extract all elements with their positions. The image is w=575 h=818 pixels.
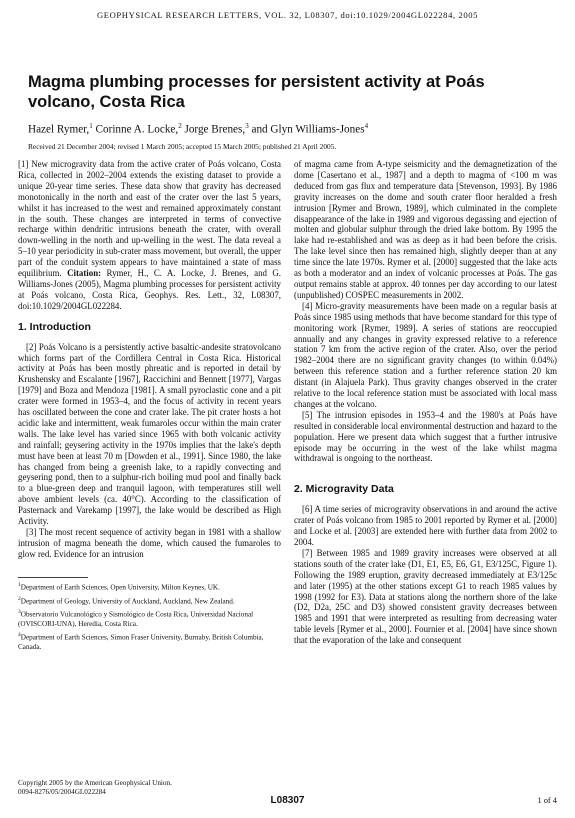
paragraph-number: [5] [302,409,313,420]
footnote [18,631,281,652]
footnote-rule [18,577,88,578]
section-heading-microgravity: 2. Microgravity Data [294,483,394,496]
running-head: GEOPHYSICAL RESEARCH LETTERS, VOL. 32, L08307, doi:10.1029/2004GL022284, 2005 [96,10,479,20]
author-name: and Glyn Williams-Jones [251,123,365,136]
paragraph [18,342,281,527]
paragraph-text: Poás Volcano is a persistently active basaltic-andesite stratovolcano which forms part of the Cordillera Central in Costa Rica. Historical activity at Poás has been mostly phreatic and is reported in detail by Krushensky and Escalante [1967], Raccichini and Bennett [1977], Vargas [1979] and Boza and Mendoza [1981]. A small pyroclastic cone and a pit crater were formed in 1953–4, and the focus of activity in recent years has oscillated between the cone and crater lake. The pit crater hosts a hot acidic lake and intermittent, weak fumaroles occur within the main crater walls. The lake level has varied since 1965 with both volcanic activity and rainfall; geysering activity in the 1970s implies that the lake's depth must have been at least 70 m [Dowden et al., 1991]. Since 1980, the lake has changed from being a greenish lake, to a rapidly convecting and geysering pond, then to a sulphur-rich boiling mud pool and finally back to a blue-green deep and tranquil lagoon, with temperatures still well above ambient levels (ca. 40°C). According to the classification of Pasternack and Varekamp [1997], the lake would be described as High Activity. [18,341,281,527]
paragraph [294,504,557,548]
paper-title: Magma plumbing processes for persistent activity at Poás volcano, Costa Rica [28,73,485,111]
paragraph-number: [6] [302,504,313,515]
footnote-mark: 4 [18,631,21,638]
affiliation-footnotes [18,581,281,654]
footnote-text: Department of Earth Sciences, Simon Fraser University, Burnaby, British Columbia, Canada. [18,633,264,651]
paragraph-text: The most recent sequence of activity began in 1981 with a shallow intrusion of magma beneath the dome, which caused the fumaroles to glow red. Evidence for an intrusion [18,527,282,559]
footnote-mark: 2 [18,595,21,602]
paragraph-continued [294,159,557,301]
paragraph [294,548,557,646]
paragraph-number: [2] [26,341,37,352]
footnote [18,595,281,607]
paragraph [294,301,557,410]
paragraph-text: The intrusion episodes in 1953–4 and the 1980's at Poás have resulted in considerable local environmental destruction and hazard to the population. Here we present data which suggest that a further intrusive episode may be occurring in the west of the lake whilst magma withdrawal is ongoing to the northeast. [294,409,557,464]
paragraph-number: [3] [26,527,37,537]
footnote-mark: 3 [18,609,21,616]
paragraph-text: Micro-gravity measurements have been made on a regular basis at Poás since 1985 using methods that have become standard for this type of monitoring work [Rymer, 1989]. A series of stations are reoccupied annually and any changes in gravity expressed relative to a reference station 7 km from the active region of the crater. Also, over the period 1982–2004 there are no significant gravity changes (to within 0.04%) between this reference station and a further reference station 20 km distant (in Alajuela Park). Thus gravity changes observed in the crater relative to the local reference station must be associated with local mass changes at the volcano. [294,300,558,409]
paragraph-number: [1] [18,159,29,169]
paragraph [294,410,557,465]
received-dates: Received 21 December 2004; revised 1 March 2005; accepted 15 March 2005; published 21 April 2005. [28,142,337,151]
abstract [18,159,281,312]
affiliation-mark: 2 [178,122,182,130]
abstract-text: New microgravity data from the active crater of Poás volcano, Costa Rica, collected in 2002–2004 extends the existing dataset to provide a unique 20-year time series. These data show that gravity has decreased monotonically in the north and east of the crater over the last 5 years, whilst it has increased to the west and remained approximately constant in the south. These changes are interpreted in terms of convective recharge within dendritic intrusions beneath the crater, with overall down-welling in the north and up-welling in the west. The data reveal a 5–10 year periodicity in sub-crater mass movement, but overall, the upper part of the conduit system appears to have maintained a state of mass equilibrium. [18,159,281,279]
author-list [28,122,548,136]
paragraph-text: A time series of microgravity observations in and around the active crater of Poás volcano from 1985 to 2001 reported by Rymer et al. [2000] and Locke et al. [2003] are extended here with further data from 2002 to 2004. [294,504,557,547]
paragraph-text: Between 1985 and 1989 gravity increases were observed at all stations south of the crater lake (D1, E1, E5, E6, G1, E3/125C, Figure 1). Following the 1989 eruption, gravity decreased immediately at E3/125c and later (1995) at the other stations except G1 to reach 1985 values by 1998 (1992 for E3). Data at stations along the northern shore of the lake (D2, D2a, 25C and D3) showed consistent gravity decreases between 1985 and 1991 that were interpreted as resulting from decreasing water table levels [Rymer et al., 2000]. Fournier et al. [2004] have since shown that the evaporation of the lake and consequent [294,547,557,646]
citation-label: Citation: [67,268,102,279]
issn-line: 0094-8276/05/2004GL022284 [18,788,106,797]
page-number: 1 of 4 [537,796,557,805]
right-column [294,159,557,646]
citation-text: Rymer, H., C. A. Locke, J. Brenes, and G. Williams-Jones (2005), Magma plumbing processes for persistent activity at Poás volcano, Costa Rica, Geophys. Res. Lett., 32, L08307, doi:10.1029/2004GL022284. [18,268,282,311]
footnote [18,581,281,593]
footnote-text: Department of Earth Sciences, Open University, Milton Keynes, UK. [20,583,220,592]
author-name: Hazel Rymer, [28,123,90,136]
paragraph [18,527,281,560]
author-name: Jorge Brenes, [184,123,246,136]
footnote [18,608,281,629]
copyright-line: Copyright 2005 by the American Geophysical Union. [18,779,172,787]
paragraph-number: [7] [302,547,313,558]
article-id: L08307 [270,795,305,806]
affiliation-mark: 4 [364,122,369,130]
paragraph-number: [4] [302,300,313,311]
footnote-text: Department of Geology, University of Auckland, Auckland, New Zealand. [20,596,235,605]
affiliation-mark: 3 [245,122,249,130]
paragraph-text: of magma came from A-type seismicity and the demagnetization of the dome [Casertano et al., 1987] and a depth to magma of <100 m was deduced from gas flux and temperature data [Stevenson, 1993]. By 1986 gravity increases on the dome and south crater floor heralded a fresh intrusion [Rymer and Brown, 1989], which culminated in the complete disappearance of the lake in 1989 and vigorous degassing and ejection of molten and globular sulphur through the dried lake bottom. By 1995 the lake had re-established and was as deep as it had been before the crisis. The lake level since then has remained high, slightly deeper than at any time since the late 1970s. Rymer et al. [2000] suggested that the lake acts as both a moderator and an index of volcanic processes at Poás. The gas output remains stable at approx. 40 tonnes per day according to our latest (unpublished) COSPEC measurements in 2002. [294,159,557,300]
author-name: Corinne A. Locke, [95,123,179,136]
footnote-mark: 1 [18,582,21,588]
left-column [18,159,281,560]
affiliation-mark: 1 [89,122,93,130]
footnote-text: Observatorio Vulcanológico y Sismológico de Costa Rica, Universidad Nacional (OVISCORI-UNA), Heredia, Costa Rica. [18,610,254,628]
section-heading-introduction: 1. Introduction [18,320,91,333]
